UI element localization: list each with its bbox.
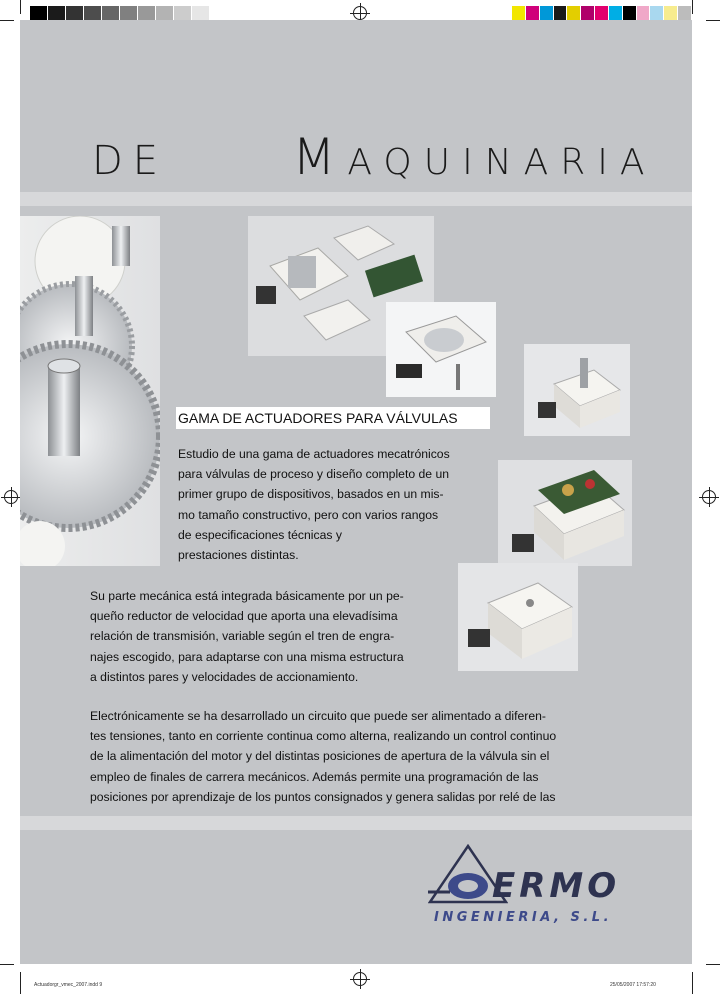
color-swatch: [84, 6, 101, 20]
registration-mark-bottom: [353, 972, 367, 986]
crop-mark: [0, 964, 14, 965]
actuator-open-photo: [386, 302, 496, 397]
color-swatch: [102, 6, 119, 20]
color-swatch: [650, 6, 663, 20]
title-word-de: DE: [92, 138, 169, 184]
color-swatch: [637, 6, 650, 20]
actuator-board-photo: [498, 460, 632, 566]
color-swatch: [138, 6, 155, 20]
crop-mark: [706, 20, 720, 21]
color-swatch: [512, 6, 525, 20]
footer-slug-right: 25/05/2007 17:57:20: [610, 982, 656, 988]
gears-photo: [20, 216, 160, 566]
color-swatch: [120, 6, 137, 20]
page-title: [92, 128, 657, 186]
footer-slug-left: Actuadorgr_vmec_2007.indd 9: [34, 982, 103, 988]
crop-mark: [692, 0, 693, 14]
actuator-assembled-photo: [524, 344, 630, 436]
crop-mark: [20, 0, 21, 14]
crop-mark: [692, 972, 693, 994]
title-initial: M: [292, 128, 348, 186]
top-band: [20, 192, 692, 206]
color-swatch: [567, 6, 580, 20]
color-swatch: [192, 6, 209, 20]
color-bar-right: [512, 0, 692, 20]
color-swatch: [581, 6, 594, 20]
bottom-band: [20, 816, 692, 830]
paragraph-intro: Estudio de una gama de actuadores mecatrónicos para válvulas de proceso y diseño completo de un primer grupo de dispositivos, basados en un mis- mo tamaño constructivo, pero con varios rangos de especificaciones técnicas y prestaciones distintas.: [178, 447, 450, 563]
registration-mark-top: [353, 6, 367, 20]
color-swatch: [554, 6, 567, 20]
actuator-closed-photo: [458, 563, 578, 671]
crop-mark: [0, 20, 14, 21]
logo-subtitle: INGENIERIA, S.L.: [434, 910, 613, 925]
color-swatch: [623, 6, 636, 20]
section-heading: GAMA DE ACTUADORES PARA VÁLVULAS: [176, 407, 490, 429]
paragraph-mechanical: Su parte mecánica está integrada básicamente por un pe- queño reductor de velocidad que aporta una elevadísima relación de transmisión, variable según el tren de engra- najes escogido, para adaptarse con una misma estructura a distintos pares y velocidades de accionamiento.: [90, 589, 404, 684]
color-bar-left: [30, 0, 210, 20]
paragraph-electronics: Electrónicamente se ha desarrollado un circuito que puede ser alimentado a diferen- tes tensiones, tanto en corriente continua como alterna, realizando un control continuo de la alimentación del motor y del distintas posiciones de apertura de la válvula sin el empleo de finales de carrera mecánicos. Además permite una programación de las posiciones por aprendizaje de los puntos consignados y genera salidas por relé de las: [90, 709, 557, 804]
logo-name: ERMO: [492, 866, 621, 906]
color-swatch: [174, 6, 191, 20]
color-swatch: [540, 6, 553, 20]
color-swatch: [664, 6, 677, 20]
color-swatch: [678, 6, 691, 20]
color-swatch: [48, 6, 65, 20]
registration-mark-left: [4, 490, 18, 504]
color-swatch: [609, 6, 622, 20]
title-rest: AQUINARIA: [347, 142, 657, 183]
crop-mark: [706, 964, 720, 965]
color-swatch: [526, 6, 539, 20]
color-swatch: [595, 6, 608, 20]
registration-mark-right: [702, 490, 716, 504]
color-swatch: [156, 6, 173, 20]
color-swatch: [30, 6, 47, 20]
color-swatch: [66, 6, 83, 20]
crop-mark: [20, 972, 21, 994]
company-logo: [428, 844, 648, 934]
